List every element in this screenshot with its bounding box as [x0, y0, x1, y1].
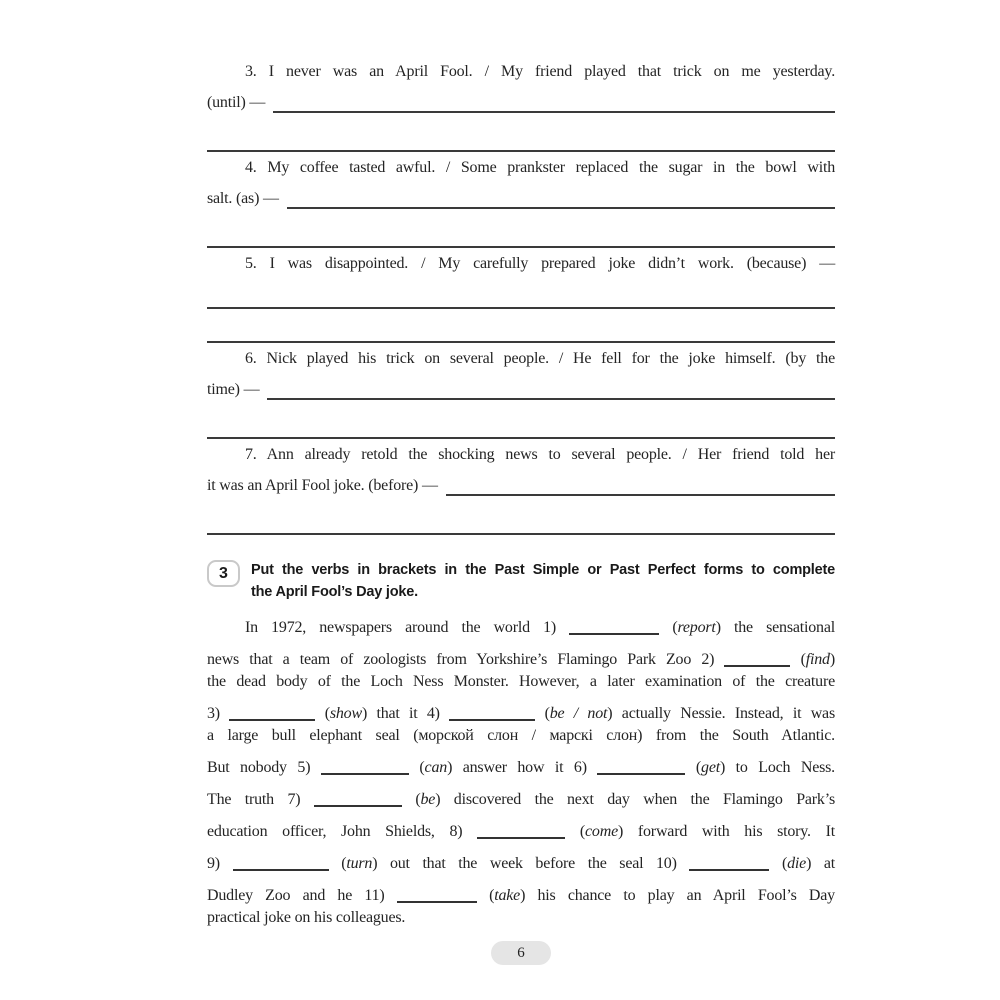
answer-blank	[273, 87, 835, 113]
answer-blank	[397, 889, 477, 903]
paragraph-line: the dead body of the Loch Ness Monster. However, a later examination of the creature	[207, 673, 835, 690]
answer-blank	[233, 857, 329, 871]
verb-hint: come	[585, 823, 618, 840]
page-number-badge: 6	[491, 941, 551, 965]
page-footer	[207, 941, 835, 965]
answer-blank	[314, 793, 402, 807]
answer-blank	[267, 374, 835, 400]
exercise-item-7	[207, 439, 835, 535]
exercise-item-text: 7. Ann already retold the shocking news to several people. / Her friend told her	[245, 446, 835, 463]
paragraph-line: The truth 7) (be) discovered the next day when the Flamingo Park’s	[207, 791, 835, 808]
exercise-item-text: 4. My coffee tasted awful. / Some prankster replaced the sugar in the bowl with	[245, 159, 835, 176]
answer-line	[207, 214, 835, 248]
paragraph-line: practical joke on his colleagues.	[207, 909, 406, 926]
verb-hint: show	[329, 705, 362, 722]
answer-blank	[569, 621, 659, 635]
answer-prefix-line	[207, 87, 835, 118]
paragraph-line: 9) (turn) out that the week before the seal 10) (die) at	[207, 855, 835, 872]
answer-prefix: salt. (as) —	[207, 190, 279, 207]
paragraph-line: a large bull elephant seal (морской слон / марскі слон) from the South Atlantic.	[207, 727, 835, 744]
exercise-item-5	[207, 248, 835, 343]
verb-hint: be / not	[549, 705, 608, 722]
answer-blank	[449, 707, 535, 721]
answer-blank	[229, 707, 315, 721]
paragraph-line: Dudley Zoo and he 11) (take) his chance to play an April Fool’s Day	[207, 887, 835, 904]
verb-hint: get	[701, 759, 720, 776]
verb-hint: find	[805, 651, 830, 668]
paragraph-line: 3) (show) that it 4) (be / not) actually Nessie. Instead, it was	[207, 705, 835, 722]
exercise3-title-line1: Put the verbs in brackets in the Past Simple or Past Perfect forms to complete	[251, 562, 835, 578]
answer-line	[207, 118, 835, 152]
exercise2-items	[207, 56, 835, 535]
paragraph-line: In 1972, newspapers around the world 1) (report) the sensational	[245, 619, 835, 636]
answer-prefix: time) —	[207, 381, 260, 398]
answer-blank	[287, 183, 835, 209]
verb-hint: take	[494, 887, 521, 904]
answer-line	[207, 309, 835, 343]
answer-blank	[597, 761, 685, 775]
exercise3-header	[207, 559, 835, 603]
answer-prefix-line	[207, 374, 835, 405]
exercise3-title	[251, 559, 835, 603]
exercise-item-6	[207, 343, 835, 439]
paragraph-line: news that a team of zoologists from Yorkshire’s Flamingo Park Zoo 2) (find)	[207, 651, 835, 668]
verb-hint: turn	[346, 855, 373, 872]
exercise-item-text: 3. I never was an April Fool. / My friend played that trick on me yesterday.	[245, 63, 835, 80]
answer-line	[207, 405, 835, 439]
exercise3-title-line2: the April Fool’s Day joke.	[251, 584, 418, 600]
answer-prefix-line	[207, 183, 835, 214]
answer-blank	[724, 653, 790, 667]
exercise-item-text: 6. Nick played his trick on several people. / He fell for the joke himself. (by the	[245, 350, 835, 367]
verb-hint: can	[424, 759, 448, 776]
page-content	[207, 56, 835, 965]
answer-blank	[477, 825, 565, 839]
answer-blank	[321, 761, 409, 775]
exercise3-paragraph	[207, 617, 835, 929]
answer-line	[207, 279, 835, 309]
exercise-number-badge: 3	[207, 560, 240, 587]
exercise-item-4	[207, 152, 835, 248]
answer-prefix: (until) —	[207, 94, 266, 111]
verb-hint: be	[420, 791, 436, 808]
exercise-item-text: 5. I was disappointed. / My carefully prepared joke didn’t work. (because) —	[245, 255, 835, 272]
verb-hint: die	[787, 855, 807, 872]
verb-hint: report	[677, 619, 716, 636]
answer-blank	[689, 857, 769, 871]
answer-blank	[446, 470, 835, 496]
answer-prefix-line	[207, 470, 835, 501]
answer-line	[207, 501, 835, 535]
paragraph-line: But nobody 5) (can) answer how it 6) (get) to Loch Ness.	[207, 759, 835, 776]
answer-prefix: it was an April Fool joke. (before) —	[207, 477, 438, 494]
exercise-item-3	[207, 56, 835, 152]
paragraph-line: education officer, John Shields, 8) (come) forward with his story. It	[207, 823, 835, 840]
